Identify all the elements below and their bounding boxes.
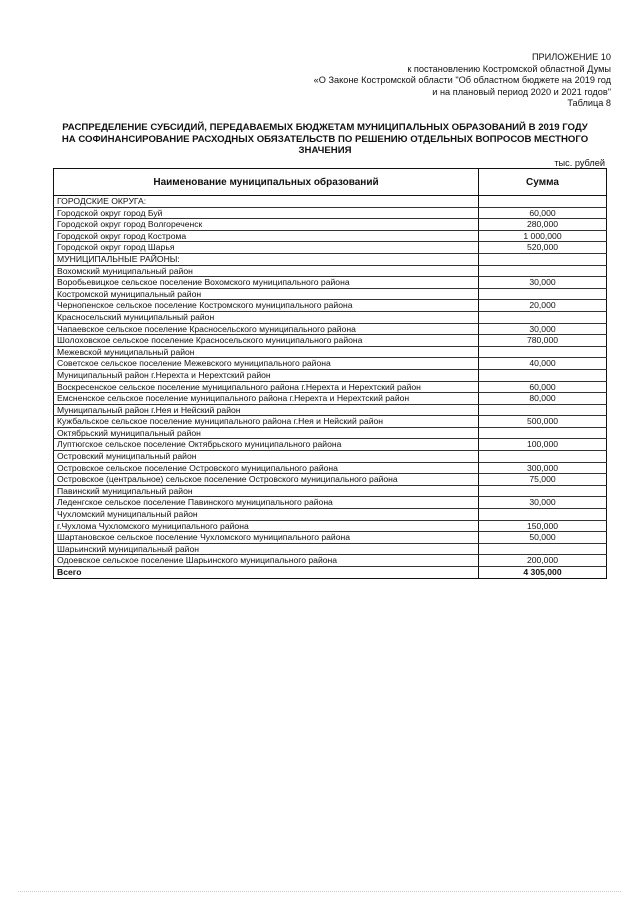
row-name: Воскресенское сельское поселение муниципального района г.Нерехта и Нерехтский район — [54, 381, 479, 393]
table-row — [54, 462, 607, 474]
table-row — [54, 288, 607, 300]
appendix-label: ПРИЛОЖЕНИЕ 10 — [531, 52, 611, 62]
table-row — [54, 509, 607, 521]
row-name: Красносельский муниципальный район — [54, 311, 479, 323]
table-row — [54, 404, 607, 416]
table-body — [54, 196, 607, 579]
row-sum — [479, 196, 607, 208]
row-sum — [479, 543, 607, 555]
table-row — [54, 230, 607, 242]
total-label: Всего — [54, 567, 479, 579]
table-row — [54, 369, 607, 381]
table-row — [54, 427, 607, 439]
row-name: Емсненское сельское поселение муниципального района г.Нерехта и Нерехтский район — [54, 393, 479, 405]
table-row — [54, 439, 607, 451]
row-sum: 1 000,000 — [479, 230, 607, 242]
row-sum: 50,000 — [479, 532, 607, 544]
row-sum — [479, 369, 607, 381]
page-bottom-edge — [18, 891, 621, 893]
unit-label: тыс. рублей — [554, 158, 605, 168]
row-name: Чухломский муниципальный район — [54, 509, 479, 521]
table-row — [54, 253, 607, 265]
row-name: Городской округ город Волгореченск — [54, 219, 479, 231]
table-row — [54, 532, 607, 544]
row-sum: 300,000 — [479, 462, 607, 474]
row-name: Островское сельское поселение Островского муниципального района — [54, 462, 479, 474]
row-name: МУНИЦИПАЛЬНЫЕ РАЙОНЫ: — [54, 253, 479, 265]
row-sum: 280,000 — [479, 219, 607, 231]
row-sum — [479, 311, 607, 323]
row-name: Городской округ город Кострома — [54, 230, 479, 242]
table-row — [54, 265, 607, 277]
table-row — [54, 335, 607, 347]
row-name: Павинский муниципальный район — [54, 485, 479, 497]
row-name: Чапаевское сельское поселение Красносельского муниципального района — [54, 323, 479, 335]
row-sum: 200,000 — [479, 555, 607, 567]
row-name: Муниципальный район г.Нерехта и Нерехтский район — [54, 369, 479, 381]
table-row — [54, 451, 607, 463]
row-name: Вохомский муниципальный район — [54, 265, 479, 277]
row-sum: 780,000 — [479, 335, 607, 347]
row-name: Муниципальный район г.Нея и Нейский район — [54, 404, 479, 416]
document-title — [50, 122, 600, 157]
table-row — [54, 497, 607, 509]
row-sum: 20,000 — [479, 300, 607, 312]
row-sum — [479, 427, 607, 439]
row-sum: 30,000 — [479, 277, 607, 289]
table-row — [54, 300, 607, 312]
title-line-2: НА СОФИНАНСИРОВАНИЕ РАСХОДНЫХ ОБЯЗАТЕЛЬСТВ ПО РЕШЕНИЮ ОТДЕЛЬНЫХ ВОПРОСОВ МЕСТНОГО — [61, 133, 589, 145]
row-sum: 40,000 — [479, 358, 607, 370]
row-name: Леденгское сельское поселение Павинского муниципального района — [54, 497, 479, 509]
table-row — [54, 485, 607, 497]
row-sum: 30,000 — [479, 323, 607, 335]
table-header-row — [54, 169, 607, 196]
row-sum: 150,000 — [479, 520, 607, 532]
resolution-reference: к постановлению Костромской областной Думы — [407, 63, 611, 74]
subsidy-table — [53, 168, 607, 579]
table-row — [54, 346, 607, 358]
column-header-sum: Сумма — [479, 169, 607, 196]
row-sum: 60,000 — [479, 207, 607, 219]
row-sum — [479, 485, 607, 497]
total-row — [54, 567, 607, 579]
title-line-1: РАСПРЕДЕЛЕНИЕ СУБСИДИЙ, ПЕРЕДАВАЕМЫХ БЮДЖЕТАМ МУНИЦИПАЛЬНЫХ ОБРАЗОВАНИЙ В 2019 ГОДУ — [62, 122, 588, 133]
table-row — [54, 381, 607, 393]
row-name: Шолоховское сельское поселение Красносельского муниципального района — [54, 335, 479, 347]
column-header-name: Наименование муниципальных образований — [54, 169, 479, 196]
table-row — [54, 474, 607, 486]
row-sum — [479, 509, 607, 521]
row-sum: 100,000 — [479, 439, 607, 451]
row-name: Шартановское сельское поселение Чухломского муниципального района — [54, 532, 479, 544]
row-sum: 60,000 — [479, 381, 607, 393]
row-sum — [479, 265, 607, 277]
row-name: Советское сельское поселение Межевского муниципального района — [54, 358, 479, 370]
table-row — [54, 219, 607, 231]
row-sum — [479, 288, 607, 300]
table-row — [54, 207, 607, 219]
row-name: ГОРОДСКИЕ ОКРУГА: — [54, 196, 479, 208]
row-sum — [479, 404, 607, 416]
row-name: Городской округ город Шарья — [54, 242, 479, 254]
row-name: г.Чухлома Чухломского муниципального района — [54, 520, 479, 532]
table-row — [54, 311, 607, 323]
row-sum — [479, 451, 607, 463]
table-row — [54, 358, 607, 370]
row-name: Чернопенское сельское поселение Костромского муниципального района — [54, 300, 479, 312]
row-sum: 30,000 — [479, 497, 607, 509]
row-name: Луптюгское сельское поселение Октябрьского муниципального района — [54, 439, 479, 451]
row-sum: 75,000 — [479, 474, 607, 486]
row-name: Островский муниципальный район — [54, 451, 479, 463]
row-name: Кужбальское сельское поселение муниципального района г.Нея и Нейский район — [54, 416, 479, 428]
table-number: Таблица 8 — [567, 98, 611, 109]
table-row — [54, 520, 607, 532]
table-row — [54, 277, 607, 289]
law-reference: «О Законе Костромской области "Об областном бюджете на 2019 год — [313, 75, 611, 86]
row-sum — [479, 346, 607, 358]
row-name: Воробьевицкое сельское поселение Вохомского муниципального района — [54, 277, 479, 289]
row-name: Костромской муниципальный район — [54, 288, 479, 300]
row-name: Одоевское сельское поселение Шарьинского муниципального района — [54, 555, 479, 567]
table-row — [54, 323, 607, 335]
title-line-3: ЗНАЧЕНИЯ — [298, 145, 352, 156]
table-row — [54, 555, 607, 567]
row-name: Городской округ город Буй — [54, 207, 479, 219]
table-row — [54, 242, 607, 254]
row-sum — [479, 253, 607, 265]
row-sum: 80,000 — [479, 393, 607, 405]
document-header — [251, 52, 611, 110]
law-reference-cont: и на плановый период 2020 и 2021 годов" — [432, 86, 611, 97]
table-row — [54, 196, 607, 208]
row-name: Межевской муниципальный район — [54, 346, 479, 358]
row-name: Островское (центральное) сельское поселение Островского муниципального района — [54, 474, 479, 486]
table-row — [54, 416, 607, 428]
row-sum: 500,000 — [479, 416, 607, 428]
row-name: Октябрьский муниципальный район — [54, 427, 479, 439]
row-name: Шарьинский муниципальный район — [54, 543, 479, 555]
table-row — [54, 393, 607, 405]
row-sum: 520,000 — [479, 242, 607, 254]
table-row — [54, 543, 607, 555]
total-sum: 4 305,000 — [479, 567, 607, 579]
